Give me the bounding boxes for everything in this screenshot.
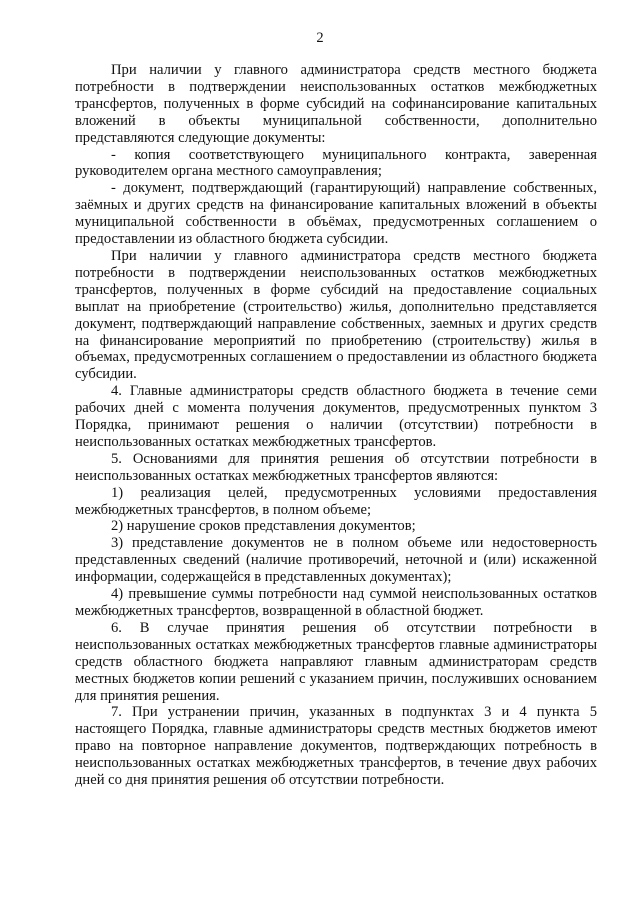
paragraph-item-7: 7. При устранении причин, указанных в подпунктах 3 и 4 пункта 5 настоящего Порядка, главные администраторы средств местных бюджетов имеют право на повторное направление документов, подтверждающих потребность в неиспользованных остатках межбюджетных трансфертов, в течение двух рабочих дней со дня принятия решения об отсутствии потребности.	[75, 704, 597, 789]
list-item-funding-document: - документ, подтверждающий (гарантирующий) направление собственных, заёмных и других средств на финансирование капитальных вложений в объекты муниципальной собственности в объёмах, предусмотренных соглашением о предоставлении из областного бюджета субсидии.	[75, 180, 597, 248]
paragraph-capital-investments: При наличии у главного администратора средств местного бюджета потребности в подтверждении неиспользованных остатков межбюджетных трансфертов, полученных в форме субсидий на софинансирование капитальных вложений в объекты муниципальной собственности, дополнительно представляются следующие документы:	[75, 62, 597, 146]
paragraph-item-6: 6. В случае принятия решения об отсутствии потребности в неиспользованных остатках межбюджетных трансфертов главные администраторы средств областного бюджета направляют главным администраторам средств местных бюджетов копии решений с указанием причин, послуживших основанием для принятия решения.	[75, 619, 597, 704]
document-body	[75, 62, 597, 789]
paragraph-item-4: 4. Главные администраторы средств областного бюджета в течение семи рабочих дней с момента получения документов, предусмотренных пунктом 3 Порядка, принимают решения о наличии (отсутствии) потребности в неиспользованных остатках межбюджетных трансфертов.	[75, 383, 597, 450]
list-item-5-2: 2) нарушение сроков представления документов;	[111, 518, 416, 535]
paragraph-item-5: 5. Основаниями для принятия решения об отсутствии потребности в неиспользованных остатках межбюджетных трансфертов являются:	[75, 450, 597, 484]
list-item-5-3: 3) представление документов не в полном объеме или недостоверность представленных сведений (наличие противоречий, неточной и (или) искаженной информации, содержащейся в представленных документах);	[75, 535, 597, 586]
paragraph-housing-subsidies: При наличии у главного администратора средств местного бюджета потребности в подтверждении неиспользованных остатков межбюджетных трансфертов, полученных в форме субсидий на предоставление социальных выплат на приобретение (строительство) жилья, дополнительно представляется документ, подтверждающий направление собственных, заемных и других средств на финансирование мероприятий по приобретению (строительству) жилья в объемах, предусмотренных соглашением о предоставлении из областного бюджета субсидии.	[75, 247, 597, 383]
page-number: 2	[316, 30, 324, 46]
list-item-contract-copy: - копия соответствующего муниципального контракта, заверенная руководителем органа местного самоуправления;	[75, 146, 597, 180]
list-item-5-4: 4) превышение суммы потребности над суммой неиспользованных остатков межбюджетных трансфертов, возвращенной в областной бюджет.	[75, 586, 597, 619]
list-item-5-1: 1) реализация целей, предусмотренных условиями предоставления межбюджетных трансфертов, в полном объеме;	[75, 484, 597, 518]
